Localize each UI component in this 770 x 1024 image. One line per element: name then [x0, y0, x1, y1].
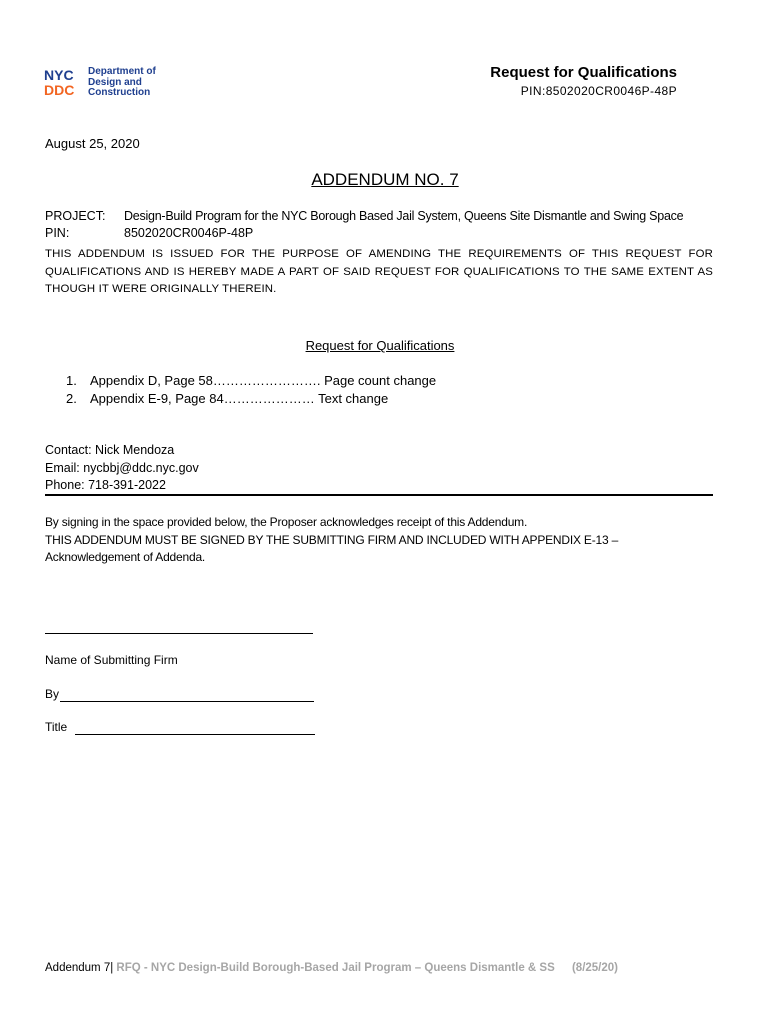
title-signature-line[interactable]	[75, 734, 315, 735]
footer-date: (8/25/20)	[571, 962, 618, 974]
contact-row	[45, 442, 199, 460]
acknowledgement-line-2: THIS ADDENDUM MUST BE SIGNED BY THE SUBMITTING FIRM AND INCLUDED WITH APPENDIX E-13 – Acknowledgement of Addenda.	[45, 532, 619, 564]
project-label: PROJECT:	[45, 209, 106, 223]
nyc-ddc-logo-icon	[44, 67, 86, 97]
list-item	[66, 372, 436, 390]
footer-prefix: Addendum 7|	[45, 962, 114, 974]
title-label: Title	[45, 720, 68, 734]
logo-line-1: Department of	[88, 66, 156, 77]
addendum-statement: THIS ADDENDUM IS ISSUED FOR THE PURPOSE OF AMENDING THE REQUIREMENTS OF THIS REQUEST FOR QUALIFICATIONS AND IS HEREBY MADE A PART OF SAID REQUEST FOR QUALIFICATIONS TO THE SAME EXTENT AS THOUGH IT WERE ORIGINALLY THEREIN.	[45, 248, 713, 295]
email-label: Email:	[45, 460, 80, 475]
header-title: Request for Qualifications	[490, 64, 677, 81]
project-value: Design-Build Program for the NYC Borough Based Jail System, Queens Site Dismantle and Swing Space	[124, 209, 684, 223]
by-label: By	[45, 687, 60, 701]
page-footer	[45, 962, 618, 974]
pin-label: PIN:	[45, 226, 70, 240]
ddc-logo	[44, 66, 169, 98]
logo-ddc-text: DDC	[44, 82, 75, 97]
email-value[interactable]: nycbbj@ddc.nyc.gov	[83, 460, 199, 475]
pin-value: 8502020CR0046P-48P	[124, 226, 254, 240]
rfq-subtitle: Request for Qualifications	[305, 338, 455, 353]
by-signature-line[interactable]	[60, 701, 314, 702]
document-date: August 25, 2020	[45, 136, 140, 151]
footer-text: RFQ - NYC Design-Build Borough-Based Jail Program – Queens Dismantle & SS	[116, 962, 555, 974]
acknowledgement-line-1: By signing in the space provided below, the Proposer acknowledges receipt of this Addendum.	[45, 515, 528, 529]
addendum-title: ADDENDUM NO. 7	[311, 170, 459, 189]
firm-label: Name of Submitting Firm	[45, 653, 178, 667]
logo-nyc-text: NYC	[44, 67, 74, 83]
acknowledgement	[45, 514, 713, 567]
item-text: Appendix D, Page 58……………………. Page count change	[90, 373, 437, 388]
list-item	[66, 390, 436, 408]
divider	[45, 494, 713, 496]
firm-signature-line[interactable]	[45, 633, 313, 634]
logo-line-2: Design and	[88, 76, 142, 88]
email-row	[45, 460, 199, 478]
logo-department-text	[88, 67, 156, 99]
change-list	[66, 372, 436, 408]
item-number: 2.	[66, 391, 77, 406]
contact-block	[45, 442, 199, 495]
logo-line-3: Construction	[88, 87, 151, 98]
header-pin: PIN:8502020CR0046P-48P	[520, 84, 677, 98]
contact-label: Contact:	[45, 443, 92, 457]
contact-name: Nick Mendoza	[95, 443, 175, 457]
item-text: Appendix E-9, Page 84………………… Text change	[90, 391, 389, 406]
phone-row: Phone: 718-391-2022	[45, 478, 166, 492]
item-number: 1.	[66, 373, 77, 388]
